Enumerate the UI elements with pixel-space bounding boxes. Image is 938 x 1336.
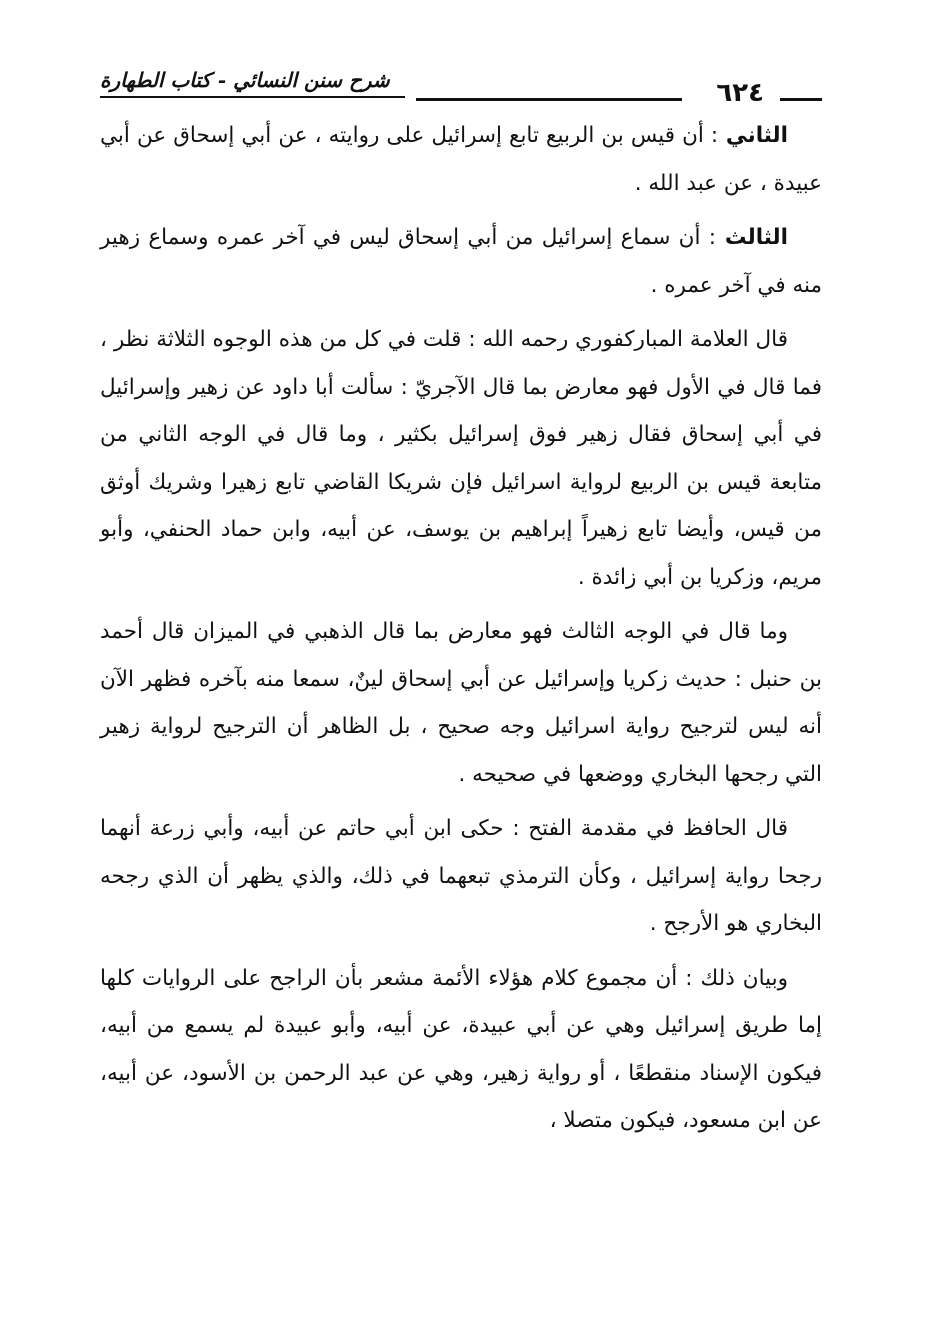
paragraph: [100, 608, 822, 798]
page-header: [100, 62, 822, 112]
page-number: ٦٢٤: [716, 78, 764, 108]
running-head: شرح سنن النسائي - كتاب الطهارة: [100, 66, 405, 98]
paragraph: [100, 955, 822, 1145]
paragraph-text: : أن سماع إسرائيل من أبي إسحاق ليس في آخر عمره وسماع زهير منه في آخر عمره .: [100, 225, 822, 298]
paragraph: [100, 316, 822, 601]
header-rule: [416, 98, 682, 101]
body-text: [100, 112, 822, 1145]
paragraph-lead: الثالث: [715, 225, 788, 250]
document-page: [100, 62, 822, 1312]
paragraph: [100, 805, 822, 948]
paragraph: [100, 112, 822, 207]
paragraph: [100, 214, 822, 309]
header-rule: [780, 98, 822, 101]
paragraph-text: وبيان ذلك : أن مجموع كلام هؤلاء الأئمة مشعر بأن الراجح على الروايات كلها إما طريق إسرائيل وهي عن أبي عبيدة، عن أبيه، وأبو عبيدة لم يسمع من أبيه، فيكون الإسناد منقطعًا ، أو رواية زهير، وهي عن عبد الرحمن بن الأسود، عن أبيه، عن ابن مسعود، فيكون متصلا ،: [100, 965, 822, 1133]
paragraph-lead: الثاني: [718, 123, 788, 148]
paragraph-text: قال العلامة المباركفوري رحمه الله : قلت في كل من هذه الوجوه الثلاثة نظر ، فما قال في الأول فهو معارض بما قال الآجريّ : سألت أبا داود عن زهير وإسرائيل في أبي إسحاق فقال زهير فوق إسرائيل بكثير ، وما قال في الوجه الثاني من متابعة قيس بن الربيع لرواية اسرائيل فإن شريكا القاضي تابع زهيرا وشريك أوثق من قيس، وأيضا تابع زهيراً إبراهيم بن يوسف، عن أبيه، وابن حماد الحنفي، وأبو مريم، وزكريا بن أبي زائدة .: [100, 327, 822, 590]
paragraph-text: قال الحافظ في مقدمة الفتح : حكى ابن أبي حاتم عن أبيه، وأبي زرعة أنهما رجحا رواية إسرائيل ، وكأن الترمذي تبعهما في ذلك، والذي يظهر أن الذي رجحه البخاري هو الأرجح .: [100, 816, 822, 936]
paragraph-text: : أن قيس بن الربيع تابع إسرائيل على روايته ، عن أبي إسحاق عن أبي عبيدة ، عن عبد الله .: [100, 123, 822, 196]
paragraph-text: وما قال في الوجه الثالث فهو معارض بما قال الذهبي في الميزان قال أحمد بن حنبل : حديث زكريا وإسرائيل عن أبي إسحاق لينٌ، سمعا منه بآخره فظهر الآن أنه ليس لترجيح رواية اسرائيل وجه صحيح ، بل الظاهر أن الترجيح لرواية زهير التي رجحها البخاري ووضعها في صحيحه .: [100, 619, 822, 787]
